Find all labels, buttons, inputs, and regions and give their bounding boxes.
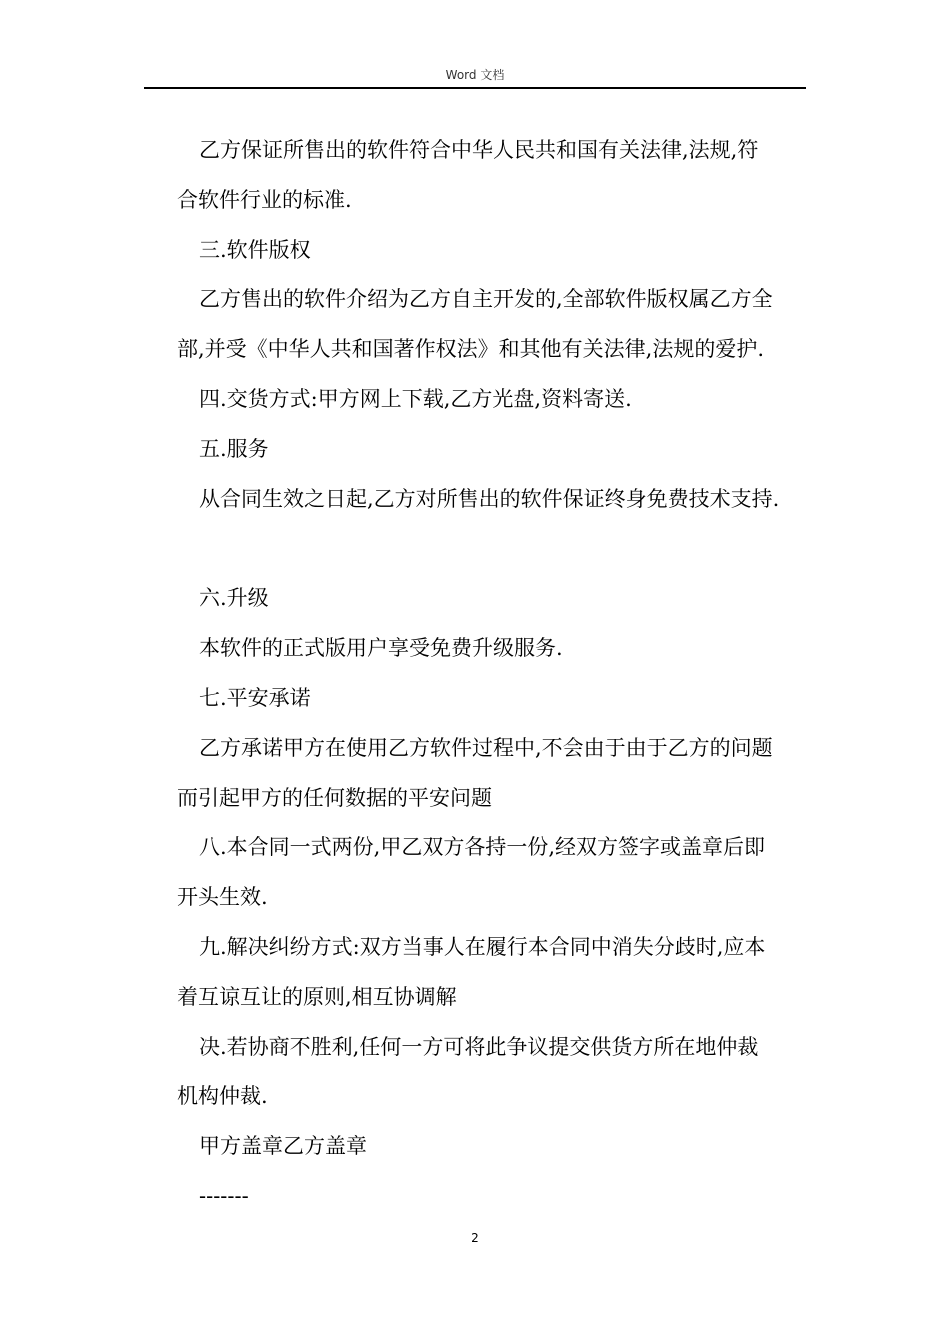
section-heading: 七.平安承诺 (199, 686, 311, 710)
paragraph-line: 从合同生效之日起,乙方对所售出的软件保证终身免费技术支持. (199, 487, 780, 511)
paragraph-line: 部,并受《中华人共和国著作权法》和其他有关法律,法规的爱护. (177, 337, 765, 361)
section-heading: 五.服务 (199, 437, 269, 461)
section-heading: 四.交货方式:甲方网上下载,乙方光盘,资料寄送. (199, 387, 632, 411)
section-heading: 三.软件版权 (199, 238, 311, 262)
section-heading: 九.解决纠纷方式:双方当事人在履行本合同中消失分歧时,应本 (199, 935, 766, 959)
page-number: 2 (471, 1231, 479, 1245)
paragraph-line: 合软件行业的标准. (177, 188, 352, 212)
paragraph-line: 而引起甲方的任何数据的平安问题 (177, 786, 492, 810)
page-header: Word 文档 (445, 68, 505, 82)
paragraph-line: 乙方保证所售出的软件符合中华人民共和国有关法律,法规,符 (199, 138, 759, 162)
paragraph-line: 乙方售出的软件介绍为乙方自主开发的,全部软件版权属乙方全 (199, 287, 773, 311)
header-divider (144, 87, 806, 89)
paragraph-line: 开头生效. (177, 885, 268, 909)
paragraph-line: 乙方承诺甲方在使用乙方软件过程中,不会由于由于乙方的问题 (199, 736, 773, 760)
section-heading: 六.升级 (199, 586, 269, 610)
paragraph-line: 本软件的正式版用户享受免费升级服务. (199, 636, 563, 660)
paragraph-line: 机构仲裁. (177, 1084, 268, 1108)
separator-dashes: ------- (199, 1184, 249, 1208)
section-heading: 八.本合同一式两份,甲乙双方各持一份,经双方签字或盖章后即 (199, 835, 766, 859)
signature-line: 甲方盖章乙方盖章 (199, 1134, 367, 1158)
paragraph-line: 着互谅互让的原则,相互协调解 (177, 985, 457, 1009)
paragraph-line: 决.若协商不胜利,任何一方可将此争议提交供货方所在地仲裁 (199, 1035, 759, 1059)
